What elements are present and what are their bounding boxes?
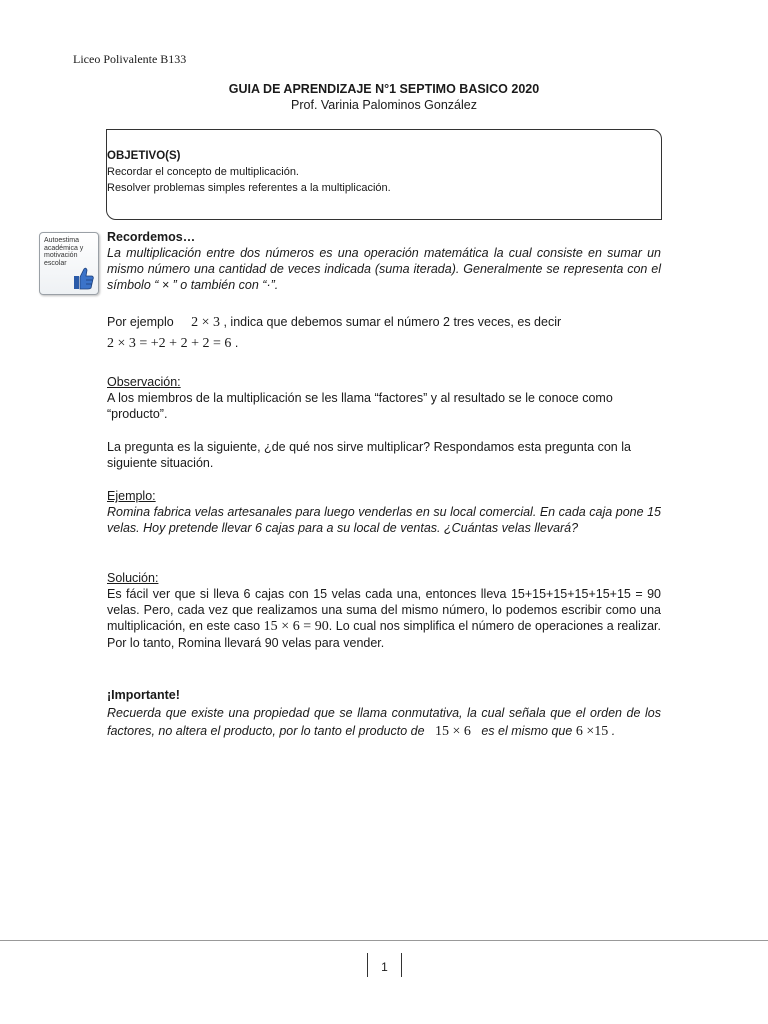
page-number-bar-right [401, 953, 402, 977]
solucion-text-b: . Lo cual nos simplifica el número de operaciones a realizar. Por lo tanto, Romina llevará 90 velas para vender. [107, 619, 661, 650]
objective-line-1: Recordar el concepto de multiplicación. [107, 166, 299, 178]
footer-divider [0, 940, 768, 941]
importante-heading: ¡Importante! [107, 688, 180, 702]
recordemos-heading: Recordemos… [107, 230, 196, 244]
solucion-expression: 15 × 6 = 90 [263, 619, 329, 634]
importante-text [107, 704, 661, 741]
importante-text-a: Recuerda que existe una propiedad que se llama conmutativa, la cual señala que el orden de los factores, no altera el producto, por lo tanto el producto de [107, 706, 661, 738]
page-number: 1 [381, 960, 388, 974]
question-text: La pregunta es la siguiente, ¿de qué nos sirve multiplicar? Respondamos esta pregunta con la siguiente situación. [107, 440, 631, 470]
objective-heading: OBJETIVO(S) [107, 150, 181, 162]
importante-expression-1: 15 × 6 [434, 724, 471, 739]
importante-text-b: es el mismo que [481, 724, 573, 738]
thumbs-up-icon [72, 266, 94, 290]
ejemplo-heading: Ejemplo: [107, 489, 156, 503]
school-name: Liceo Polivalente B133 [73, 52, 187, 66]
objective-box [106, 129, 662, 220]
motivation-badge [39, 232, 99, 295]
example-1-expression: 2 × 3 [191, 315, 220, 330]
badge-text: Autoestima académica y motivación escolar [44, 237, 84, 267]
objective-line-2: Resolver problemas simples referentes a la multiplicación. [107, 182, 391, 194]
teacher-name: Prof. Varinia Palominos González [291, 98, 477, 112]
solucion-text-a: Es fácil ver que si lleva 6 cajas con 15 velas cada una, entonces lleva 15+15+15+15+15+15 = 90 velas. Pero, cada vez que realizamos una suma del mismo número, lo podemos escribir como una multiplicación, en este caso [107, 587, 661, 633]
observacion-text: A los miembros de la multiplicación se les llama “factores” y al resultado se le conoce como “producto”. [107, 391, 613, 421]
importante-expression-2: 6 ×15 [575, 724, 609, 739]
recordemos-text: La multiplicación entre dos números es una operación matemática la cual consiste en sumar un mismo número una cantidad de veces indicada (suma iterada). Generalmente se representa con el símbolo “ × ” o también con “·”. [107, 246, 661, 292]
example-1-prefix: Por ejemplo [107, 315, 174, 329]
ejemplo-text: Romina fabrica velas artesanales para luego venderlas en su local comercial. En cada caja pone 15 velas. Hoy pretende llevar 6 cajas para a su local de ventas. ¿Cuántas velas llevará? [107, 505, 661, 535]
solucion-heading: Solución: [107, 571, 159, 585]
example-1-end: . [234, 336, 239, 350]
example-1-result: 2 × 3 = +2 + 2 + 2 = 6 [107, 336, 232, 351]
example-1-paragraph [107, 312, 661, 354]
example-1-text: , indica que debemos sumar el número 2 tres veces, es decir [223, 315, 562, 329]
observacion-heading: Observación: [107, 375, 181, 389]
solucion-text [107, 586, 661, 651]
page-title: GUIA DE APRENDIZAJE N°1 SEPTIMO BASICO 2020 [228, 82, 540, 96]
importante-end: . [611, 724, 616, 738]
